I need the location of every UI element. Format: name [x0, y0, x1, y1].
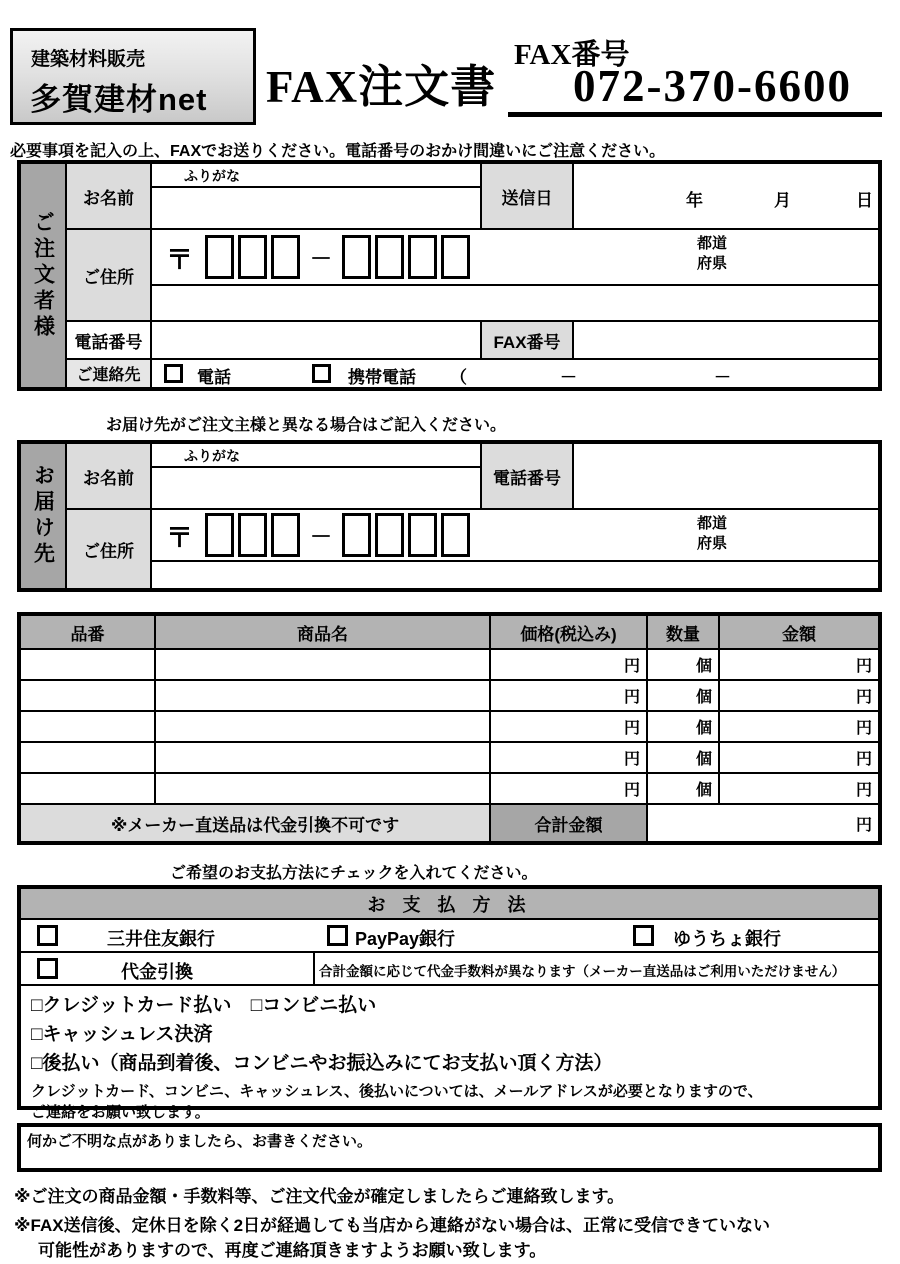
bank-yucho-label: ゆうちょ銀行 [673, 929, 781, 949]
delivery-name-input[interactable] [152, 468, 480, 508]
postal-box[interactable] [342, 513, 371, 557]
delivery-section-bar [21, 444, 65, 588]
fax-number-underline [508, 112, 882, 117]
col-header-name: 商品名 [156, 616, 489, 648]
logo-tagline: 建築材料販売 [31, 49, 146, 70]
postal-box[interactable] [271, 513, 300, 557]
payment-note: ご希望のお支払方法にチェックを入れてください。 [170, 865, 538, 882]
col-header-code: 品番 [21, 616, 154, 648]
product-price-cell[interactable]: 円 [491, 743, 646, 772]
option-credit-card[interactable]: □クレジットカード払い [31, 995, 232, 1016]
contact-mobile-label: 携帯電話 [348, 368, 416, 387]
product-code-input[interactable] [21, 774, 154, 803]
orderer-address-input[interactable] [152, 286, 878, 320]
checkbox-bank-yucho[interactable] [633, 925, 654, 946]
checkbox-bank-smbc[interactable] [37, 925, 58, 946]
delivery-address-input[interactable] [152, 562, 878, 588]
orderer-contact-label: ご連絡先 [67, 360, 150, 387]
month-label: 月 [774, 191, 791, 210]
delivery-phone-label: 電話番号 [482, 444, 572, 508]
postal-box[interactable] [238, 235, 267, 279]
option-cashless[interactable]: □キャッシュレス決済 [31, 1024, 213, 1045]
col-header-qty: 数量 [648, 616, 718, 648]
delivery-postal-cell[interactable] [152, 510, 878, 560]
footer-note-3: 可能性がありますので、再度ご連絡頂きますようお願い致します。 [38, 1241, 547, 1260]
payment-title: お 支 払 方 法 [21, 889, 878, 918]
product-qty-cell[interactable]: 個 [648, 650, 718, 679]
delivery-furigana-cell[interactable] [152, 444, 480, 466]
postal-box[interactable] [342, 235, 371, 279]
footer-note-1: ※ご注文の商品金額・手数料等、ご注文代金が確定しましたらご連絡致します。 [14, 1187, 625, 1206]
delivery-note: お届け先がご注文主様と異なる場合はご記入ください。 [106, 417, 507, 434]
product-code-input[interactable] [21, 650, 154, 679]
product-amount-cell[interactable]: 円 [720, 774, 878, 803]
product-amount-cell[interactable]: 円 [720, 650, 878, 679]
form-instruction: 必要事項を記入の上、FAXでお送りください。電話番号のおかけ間違いにご注意ください。 [10, 143, 666, 160]
prefecture-label: 都道 府県 [697, 235, 728, 273]
postal-box[interactable] [205, 513, 234, 557]
year-label: 年 [686, 191, 703, 210]
orderer-fax-input[interactable] [574, 322, 878, 358]
cod-label: 代金引換 [121, 962, 193, 982]
delivery-section-label: お届け先 [31, 464, 55, 568]
fax-number-label: FAX番号 [514, 39, 630, 71]
direct-shipping-note: ※メーカー直送品は代金引換不可です [21, 805, 489, 841]
orderer-phone-label: 電話番号 [67, 322, 150, 358]
checkbox-mobile[interactable] [312, 364, 331, 383]
orderer-contact-cell [152, 360, 878, 387]
product-amount-cell[interactable]: 円 [720, 681, 878, 710]
postal-box[interactable] [375, 235, 404, 279]
company-logo [10, 28, 256, 125]
product-code-input[interactable] [21, 743, 154, 772]
postal-box[interactable] [205, 235, 234, 279]
product-name-input[interactable] [156, 774, 489, 803]
contact-dash: － [560, 368, 577, 387]
orderer-postal-cell[interactable] [152, 230, 878, 284]
contact-phone-label: 電話 [197, 368, 231, 387]
postal-mark: 〒 [166, 244, 193, 275]
delivery-table [17, 440, 882, 592]
bank-smbc-label: 三井住友銀行 [107, 929, 215, 949]
furigana-label: ふりがな [184, 448, 240, 464]
payment-cod-cell [21, 953, 313, 984]
page-title: FAX注文書 [266, 62, 497, 112]
orderer-fax-label: FAX番号 [482, 322, 572, 358]
orderer-section-bar [21, 164, 65, 387]
postal-box[interactable] [408, 513, 437, 557]
product-name-input[interactable] [156, 712, 489, 741]
postal-dash: － [310, 245, 333, 271]
product-code-input[interactable] [21, 712, 154, 741]
delivery-phone-input[interactable] [574, 444, 878, 508]
product-price-cell[interactable]: 円 [491, 650, 646, 679]
col-header-price: 価格(税込み) [491, 616, 646, 648]
logo-name: 多賀建材net [30, 82, 208, 117]
product-price-cell[interactable]: 円 [491, 774, 646, 803]
postal-box[interactable] [441, 513, 470, 557]
payment-banks-row [21, 920, 878, 951]
postal-box[interactable] [238, 513, 267, 557]
bank-paypay-label: PayPay銀行 [355, 929, 456, 949]
remarks-box[interactable] [17, 1123, 882, 1172]
product-code-input[interactable] [21, 681, 154, 710]
postal-box[interactable] [375, 513, 404, 557]
footer-note-2: ※FAX送信後、定休日を除く2日が経過しても当店から連絡がない場合は、正常に受信できていない [14, 1216, 771, 1235]
prefecture-label: 都道 府県 [697, 515, 728, 553]
product-name-input[interactable] [156, 681, 489, 710]
orderer-name-input[interactable] [152, 188, 480, 228]
payment-options-cell [21, 986, 878, 1121]
product-price-cell[interactable]: 円 [491, 681, 646, 710]
product-amount-cell[interactable]: 円 [720, 712, 878, 741]
furigana-label: ふりがな [184, 168, 240, 184]
cod-fee-note-cell [315, 953, 878, 984]
orderer-table [17, 160, 882, 391]
email-required-note: クレジットカード、コンビニ、キャッシュレス、後払いについては、メールアドレスが必要となりますので、 ご連絡をお願い致します。 [31, 1083, 763, 1121]
product-qty-cell[interactable]: 個 [648, 712, 718, 741]
products-table [17, 612, 882, 845]
orderer-address-label: ご住所 [67, 230, 150, 320]
send-date-label: 送信日 [482, 164, 572, 228]
total-label: 合計金額 [491, 805, 646, 841]
col-header-amount: 金額 [720, 616, 878, 648]
option-konbini[interactable]: □コンビニ払い [250, 995, 377, 1016]
fax-number-value: 072-370-6600 [573, 61, 852, 111]
orderer-section-label: ご注文者様 [31, 210, 55, 341]
product-qty-cell[interactable]: 個 [648, 681, 718, 710]
payment-table [17, 885, 882, 1121]
postal-box[interactable] [408, 235, 437, 279]
cod-fee-note: 合計金額に応じて代金手数料が異なります（メーカー直送品はご利用いただけません） [319, 964, 846, 979]
orderer-furigana-cell[interactable] [152, 164, 480, 186]
delivery-address-label: ご住所 [67, 510, 150, 588]
checkbox-bank-paypay[interactable] [327, 925, 348, 946]
remarks-box-label: 何かご不明な点がありましたら、お書きください。 [27, 1133, 373, 1150]
send-date-input[interactable] [574, 164, 878, 228]
orderer-phone-input[interactable] [152, 322, 480, 358]
total-amount-cell[interactable]: 円 [648, 805, 878, 841]
product-name-input[interactable] [156, 650, 489, 679]
option-deferred[interactable]: □後払い（商品到着後、コンビニやお振込みにてお支払い頂く方法） [31, 1053, 613, 1074]
postal-dash: － [310, 523, 333, 549]
postal-mark: 〒 [166, 522, 193, 553]
orderer-name-label: お名前 [67, 164, 150, 228]
checkbox-phone[interactable] [164, 364, 183, 383]
product-qty-cell[interactable]: 個 [648, 774, 718, 803]
contact-paren: （ [450, 368, 467, 387]
contact-dash: － [714, 368, 731, 387]
postal-box[interactable] [441, 235, 470, 279]
postal-box[interactable] [271, 235, 300, 279]
product-amount-cell[interactable]: 円 [720, 743, 878, 772]
product-qty-cell[interactable]: 個 [648, 743, 718, 772]
product-name-input[interactable] [156, 743, 489, 772]
delivery-name-label: お名前 [67, 444, 150, 508]
checkbox-cod[interactable] [37, 958, 58, 979]
day-label: 日 [856, 191, 873, 210]
product-price-cell[interactable]: 円 [491, 712, 646, 741]
